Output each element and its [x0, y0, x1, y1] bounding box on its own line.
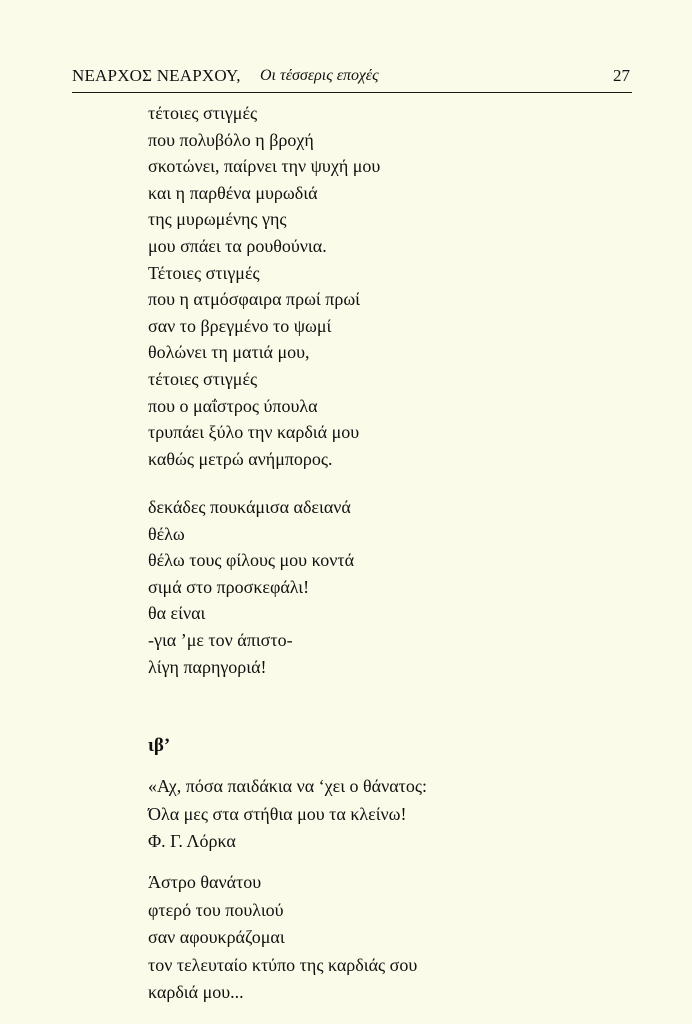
poem-line: καθώς μετρώ ανήμπορος.	[148, 448, 333, 469]
stanza-1	[148, 100, 648, 472]
stanza-3	[148, 869, 648, 1007]
poem-line: -για ’με τον άπιστο-	[148, 629, 293, 650]
poem-line: σκοτώνει, παίρνει την ψυχή μου	[148, 156, 381, 177]
page-number: 27	[613, 66, 630, 85]
poem-line: και η παρθένα μυρωδιά	[148, 182, 318, 203]
poem-line: Άστρο θανάτου	[148, 872, 262, 892]
poem-line: τον τελευταίο κτύπο της καρδιάς σου	[148, 954, 418, 975]
epigraph-attribution: Φ. Γ. Λόρκα	[148, 831, 236, 851]
poem-line: θα είναι	[148, 603, 206, 624]
poem-line: μου σπάει τα ρουθούνια.	[148, 235, 327, 256]
poem-line: τέτοιες στιγμές	[148, 103, 258, 123]
poem-line: τέτοιες στιγμές	[148, 368, 258, 389]
epigraph-line: Όλα μες στα στήθια μου τα κλείνω!	[148, 803, 407, 824]
poem-line: σαν το βρεγμένο το ψωμί	[148, 315, 332, 336]
stanza-2	[148, 494, 648, 680]
poem-line: καρδιά μου...	[148, 982, 244, 1002]
poem-line: σαν αφουκράζομαι	[148, 927, 285, 947]
poem-line: που η ατμόσφαιρα πρωί πρωί	[148, 289, 361, 310]
poem-line: φτερό του πουλιού	[148, 899, 284, 920]
header-author: ΝΕΑΡΧΟΣ ΝΕΑΡΧΟΥ,	[72, 66, 241, 85]
poem-line: της μυρωμένης γης	[148, 209, 287, 230]
poem-line: που ο μαΐστρος ύπουλα	[148, 395, 318, 416]
running-header	[72, 62, 632, 93]
poem-line: λίγη παρηγοριά!	[148, 656, 267, 677]
poem-line: θέλω	[148, 523, 185, 544]
epigraph	[148, 773, 648, 856]
poem-line: θέλω τους φίλους μου κοντά	[148, 550, 355, 571]
section-heading: ιβ’	[148, 735, 171, 756]
poem-line: σιμά στο προσκεφάλι!	[148, 576, 310, 597]
poem-line: που πολυβόλο η βροχή	[148, 129, 314, 150]
poem-line: θολώνει τη ματιά μου,	[148, 342, 310, 363]
header-book-title: Οι τέσσερις εποχές	[260, 67, 379, 84]
poem-line: δεκάδες πουκάμισα αδειανά	[148, 497, 351, 517]
epigraph-line: «Αχ, πόσα παιδάκια να ‘χει ο θάνατος:	[148, 776, 428, 796]
poem-line: Τέτοιες στιγμές	[148, 262, 260, 283]
poem-line: τρυπάει ξύλο την καρδιά μου	[148, 422, 360, 443]
